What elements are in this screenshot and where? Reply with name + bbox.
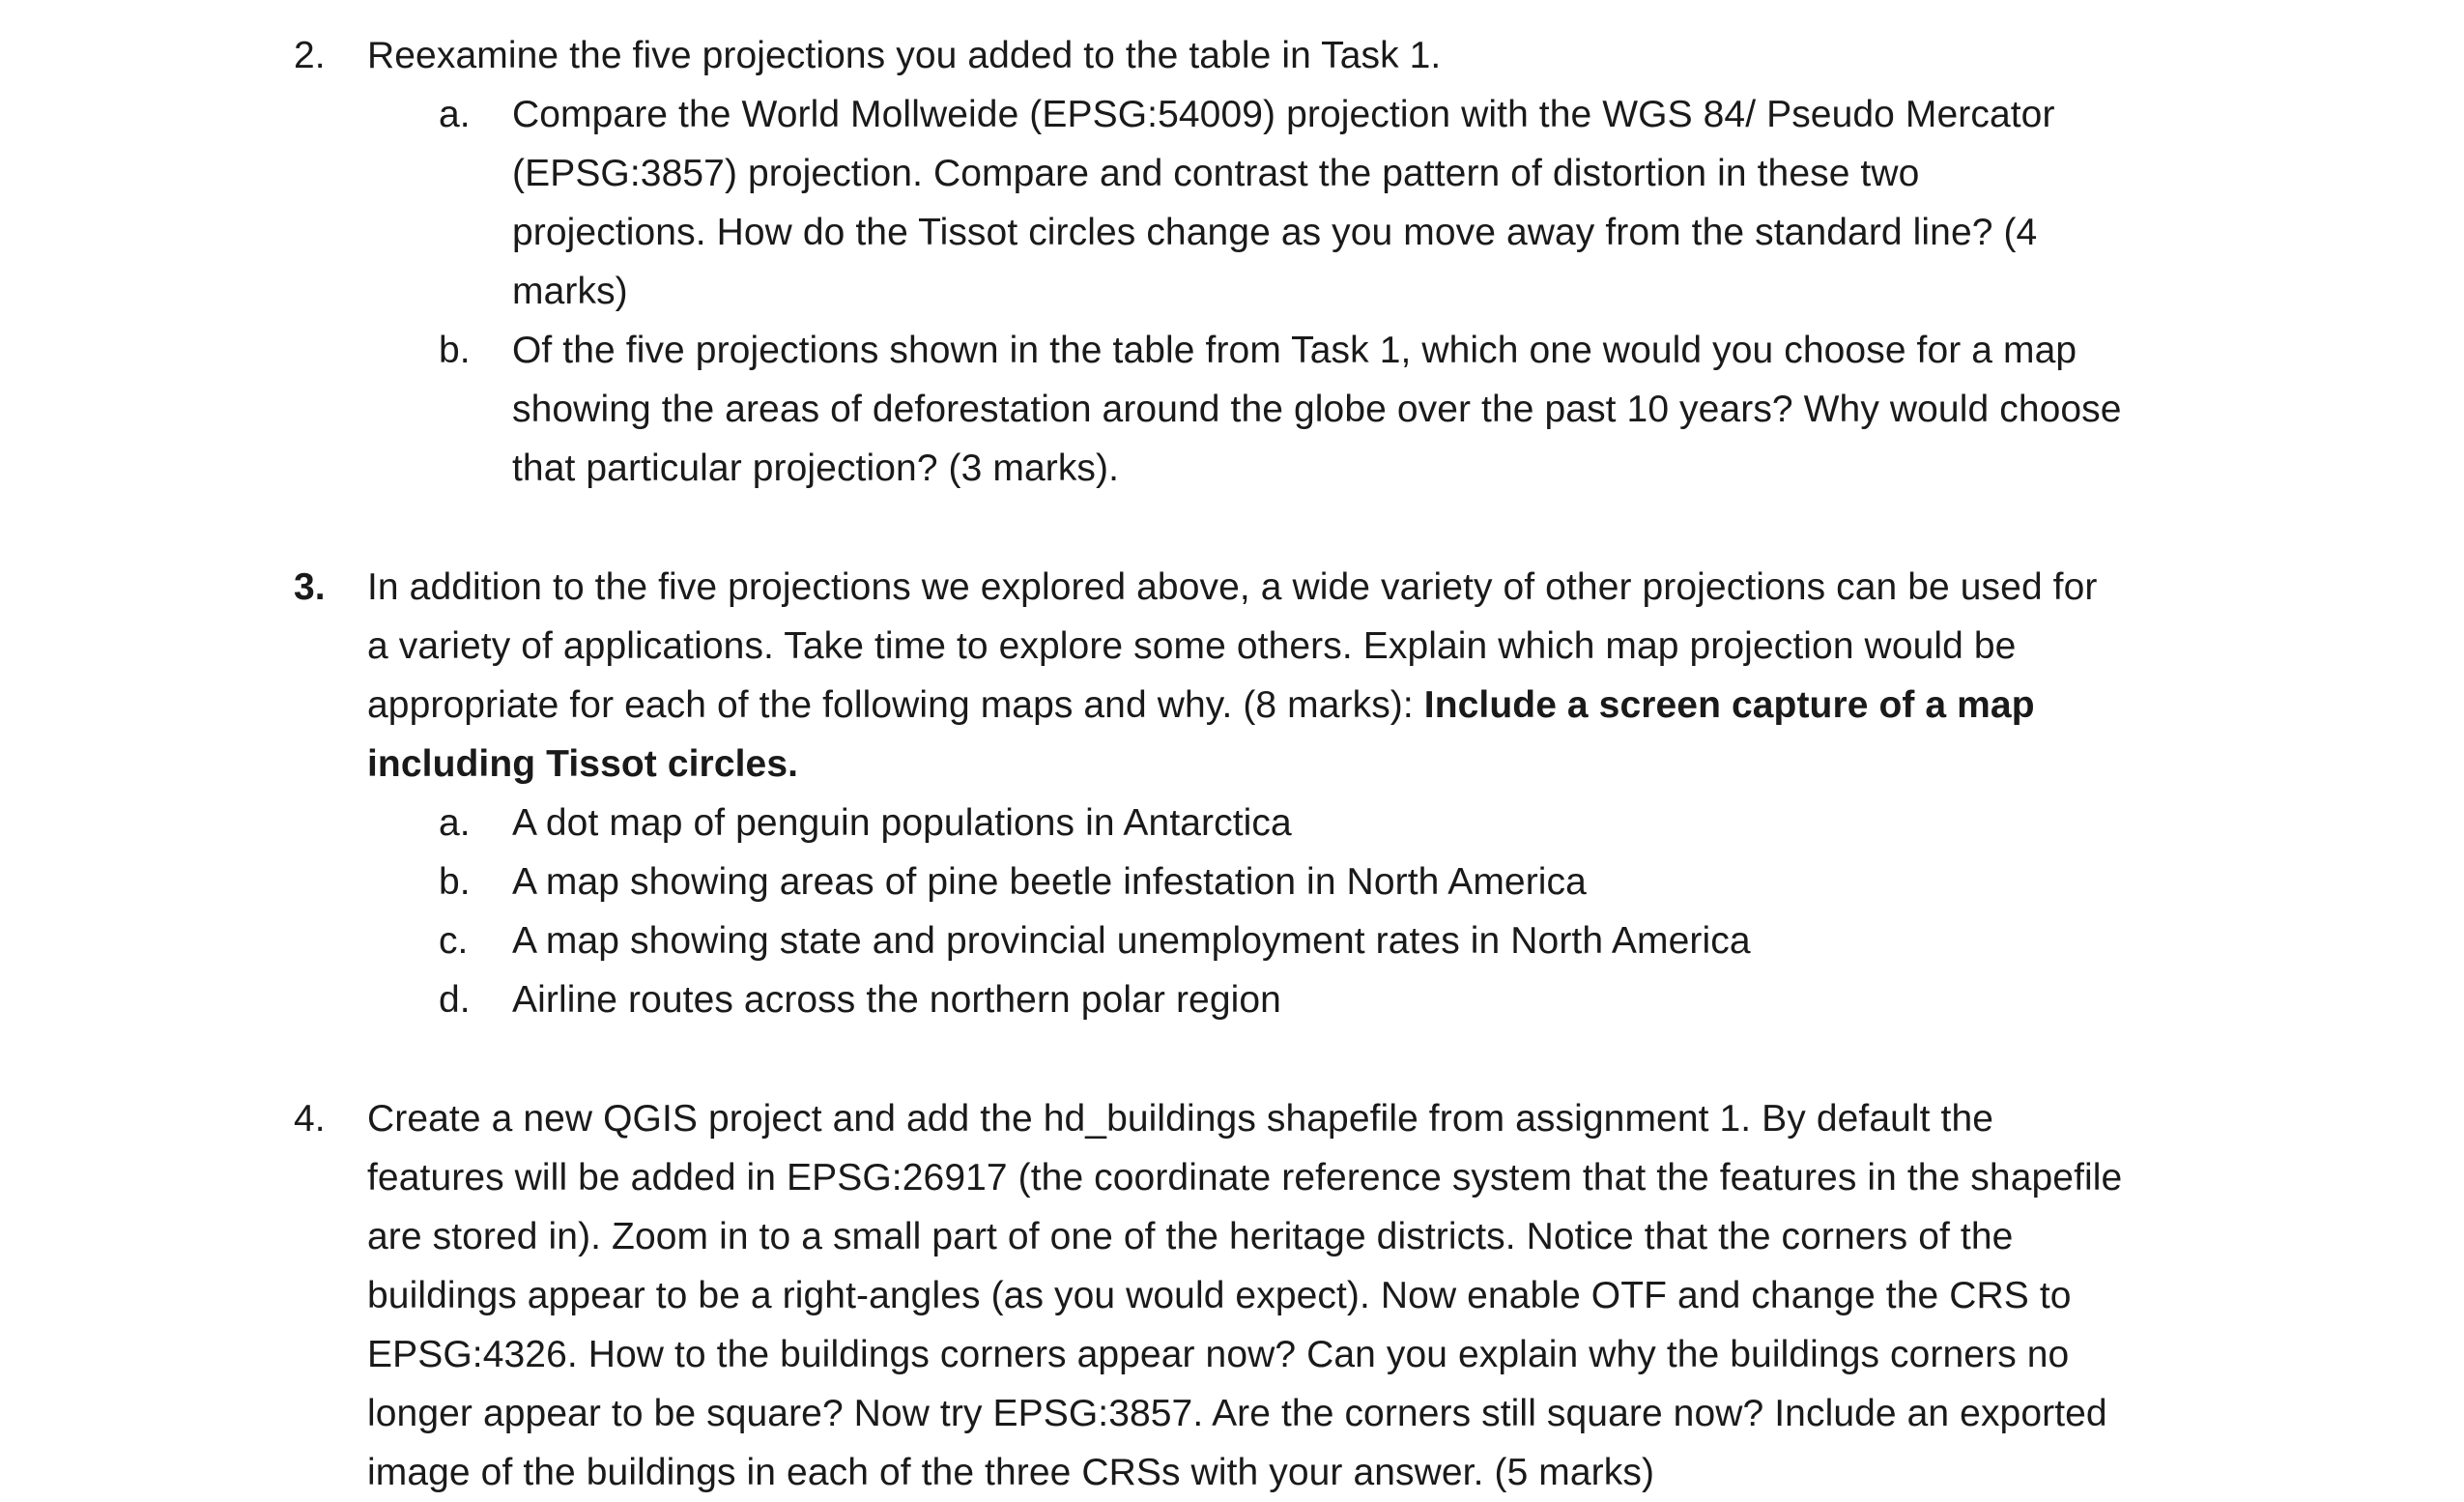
question-4-line-4: buildings appear to be a right-angles (as you would expect). Now enable OTF and change the CRS to: [367, 1275, 2072, 1316]
question-3a-text: A dot map of penguin populations in Antarctica: [512, 802, 1292, 844]
question-4-line-3: are stored in). Zoom in to a small part of one of the heritage districts. Notice that the corners of the: [367, 1216, 2014, 1257]
question-2a-label: a.: [439, 94, 471, 135]
question-3-line-3: [367, 677, 2035, 735]
question-3-line-2: a variety of applications. Take time to explore some others. Explain which map projection would be: [367, 625, 2017, 667]
question-3-number: 3.: [294, 566, 326, 608]
question-3-emphasis: Include a screen capture of a map: [1423, 684, 2035, 726]
question-3c-text: A map showing state and provincial unemployment rates in North America: [512, 920, 1751, 962]
question-2b-label: b.: [439, 330, 471, 371]
question-2a-line-1: Compare the World Mollweide (EPSG:54009) projection with the WGS 84/ Pseudo Mercator: [512, 94, 2055, 135]
question-4-number: 4.: [294, 1098, 326, 1140]
question-4-line-5: EPSG:4326. How to the buildings corners appear now? Can you explain why the buildings corners no: [367, 1334, 2070, 1375]
question-3d-text: Airline routes across the northern polar region: [512, 979, 1281, 1021]
question-2a-line-2: (EPSG:3857) projection. Compare and contrast the pattern of distortion in these two: [512, 153, 1920, 194]
question-2b-line-2: showing the areas of deforestation around the globe over the past 10 years? Why would choose: [512, 389, 2122, 430]
question-3a-label: a.: [439, 802, 471, 844]
question-2-stem: Reexamine the five projections you added to the table in Task 1.: [367, 35, 1442, 76]
question-4-line-7: image of the buildings in each of the three CRSs with your answer. (5 marks): [367, 1452, 1655, 1493]
question-2b-line-1: Of the five projections shown in the table from Task 1, which one would you choose for a map: [512, 330, 2077, 371]
question-3-line-3-text: appropriate for each of the following maps and why. (8 marks):: [367, 684, 1424, 726]
question-2-number: 2.: [294, 35, 326, 76]
question-2a-line-4: marks): [512, 271, 628, 312]
question-3-emphasis-cont: including Tissot circles.: [367, 743, 799, 785]
question-3b-label: b.: [439, 861, 471, 903]
question-4-line-1: Create a new QGIS project and add the hd_buildings shapefile from assignment 1. By default the: [367, 1098, 1994, 1140]
question-2a-line-3: projections. How do the Tissot circles change as you move away from the standard line? (4: [512, 212, 2038, 253]
question-2b-line-3: that particular projection? (3 marks).: [512, 448, 1120, 489]
question-3-line-1: In addition to the five projections we explored above, a wide variety of other projections can be used for: [367, 566, 2098, 608]
question-3c-label: c.: [439, 920, 469, 962]
question-4-line-6: longer appear to be square? Now try EPSG:3857. Are the corners still square now? Include an exported: [367, 1393, 2107, 1434]
question-3d-label: d.: [439, 979, 471, 1021]
question-3b-text: A map showing areas of pine beetle infestation in North America: [512, 861, 1587, 903]
question-4-line-2: features will be added in EPSG:26917 (the coordinate reference system that the features in the shapefile: [367, 1157, 2123, 1199]
